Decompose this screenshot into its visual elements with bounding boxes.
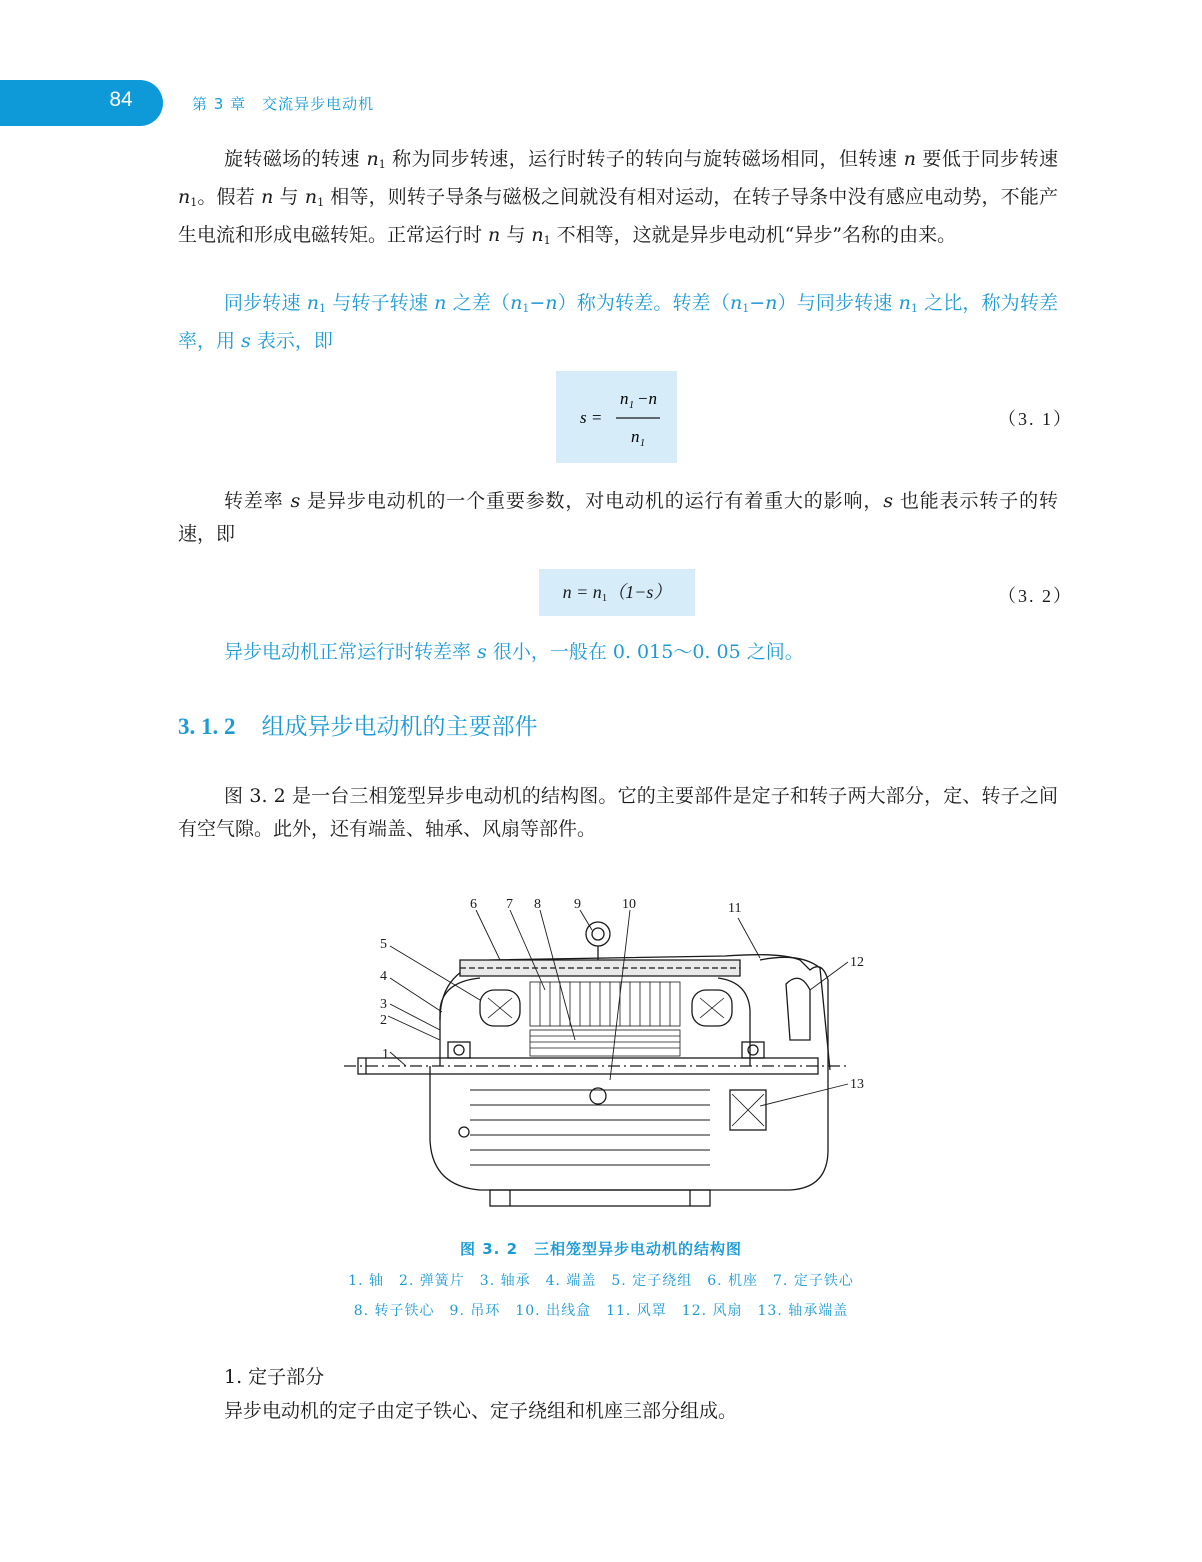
- paragraph-main-parts: 图 3. 2 是一台三相笼型异步电动机的结构图。它的主要部件是定子和转子两大部分，定、转子之间有空气隙。此外，还有端盖、轴承、风扇等部件。: [178, 785, 1058, 840]
- stator-core: [530, 982, 680, 1026]
- callout-10: 10: [622, 897, 636, 912]
- formula-num-n: n: [620, 389, 629, 408]
- callout-13: 13: [850, 1077, 864, 1092]
- callout-12: 12: [850, 955, 864, 970]
- callout-3: 3: [380, 997, 387, 1012]
- callout-11: 11: [728, 901, 742, 916]
- figure-title: 图 3. 2 三相笼型异步电动机的结构图: [459, 1240, 743, 1258]
- running-head: 第 3 章 交流异步电动机: [192, 95, 375, 113]
- formula-num-sub: 1: [629, 400, 634, 411]
- frame-foot: [490, 1190, 710, 1206]
- callout-2: 2: [380, 1013, 387, 1028]
- cooling-ribs: [470, 1090, 710, 1165]
- callout-9: 9: [574, 897, 581, 912]
- paragraph-slip-parameter: 转差率 s 是异步电动机的一个重要参数，对电动机的运行有着重大的影响，s 也能表示转子的转速，即: [178, 490, 1058, 545]
- paragraph-slip-definition: 同步转速 $n_1$ 与转子转速 n 之差$(n_1-n)$称为转差。转差$(n_1-n)$与同步转速 $n_1$ 之比，称为转差率，用 s 表示，即: [178, 292, 1058, 352]
- formula-den-sub: 1: [640, 438, 645, 449]
- fan-cowl: [760, 957, 830, 1070]
- callout-8: 8: [534, 897, 541, 912]
- callout-leaders: [388, 910, 848, 1106]
- callout-1: 1: [382, 1047, 389, 1062]
- frame-bottom: [430, 1066, 828, 1190]
- figure-legend-line-2: 8. 转子铁心 9. 吊环 10. 出线盒 11. 风罩 12. 风扇 13. 轴承端盖: [353, 1303, 849, 1319]
- equation-number-3-2: （3. 2）: [998, 586, 1073, 606]
- callout-6: 6: [470, 897, 477, 912]
- callout-7: 7: [506, 897, 513, 912]
- formula-3-2: $n = n_1(1-s)$: [539, 569, 695, 616]
- formula-num-rest: −n: [637, 389, 657, 408]
- callout-5: 5: [380, 937, 387, 952]
- formula-lhs: s =: [580, 408, 603, 427]
- paragraph-stator-parts: 异步电动机的定子由定子铁心、定子绕组和机座三部分组成。: [224, 1400, 738, 1422]
- formula-den-n: n: [631, 427, 640, 446]
- formula-3-1-fraction: [556, 371, 677, 463]
- equation-number-3-1: （3. 1）: [998, 409, 1073, 429]
- figure-legend-line-1: 1. 轴 2. 弹簧片 3. 轴承 4. 端盖 5. 定子绕组 6. 机座 7. 定子铁心: [348, 1273, 854, 1289]
- subsection-heading: 1. 定子部分: [224, 1366, 325, 1388]
- callout-numbers: [380, 897, 864, 1092]
- bolt: [459, 1127, 469, 1137]
- callout-4: 4: [380, 969, 387, 984]
- rotor-core: [530, 1030, 680, 1056]
- motor-structure-diagram: [330, 890, 890, 1220]
- formula-3-1: [556, 371, 677, 463]
- paragraph-synchronous-speed: 旋转磁场的转速 $n_1$ 称为同步转速，运行时转子的转向与旋转磁场相同，但转速 n 要低于同步转速 $n_1$。假若 n 与 $n_1$ 相等，则转子导条与磁极之间就没有相对运动，在转子导条中没有感应电动势，不能产生电流和形成电磁转矩。正常运行时 n 与 $n_1$ 不相等，这就是异步电动机“异步”名称的由来。: [178, 148, 1058, 247]
- section-heading: 3. 1. 2 组成异步电动机的主要部件: [178, 714, 538, 740]
- fan: [786, 978, 810, 1040]
- page-number: 84: [109, 88, 133, 111]
- paragraph-slip-range: 异步电动机正常运行时转差率 s 很小，一般在 0. 015～0. 05 之间。: [224, 641, 804, 663]
